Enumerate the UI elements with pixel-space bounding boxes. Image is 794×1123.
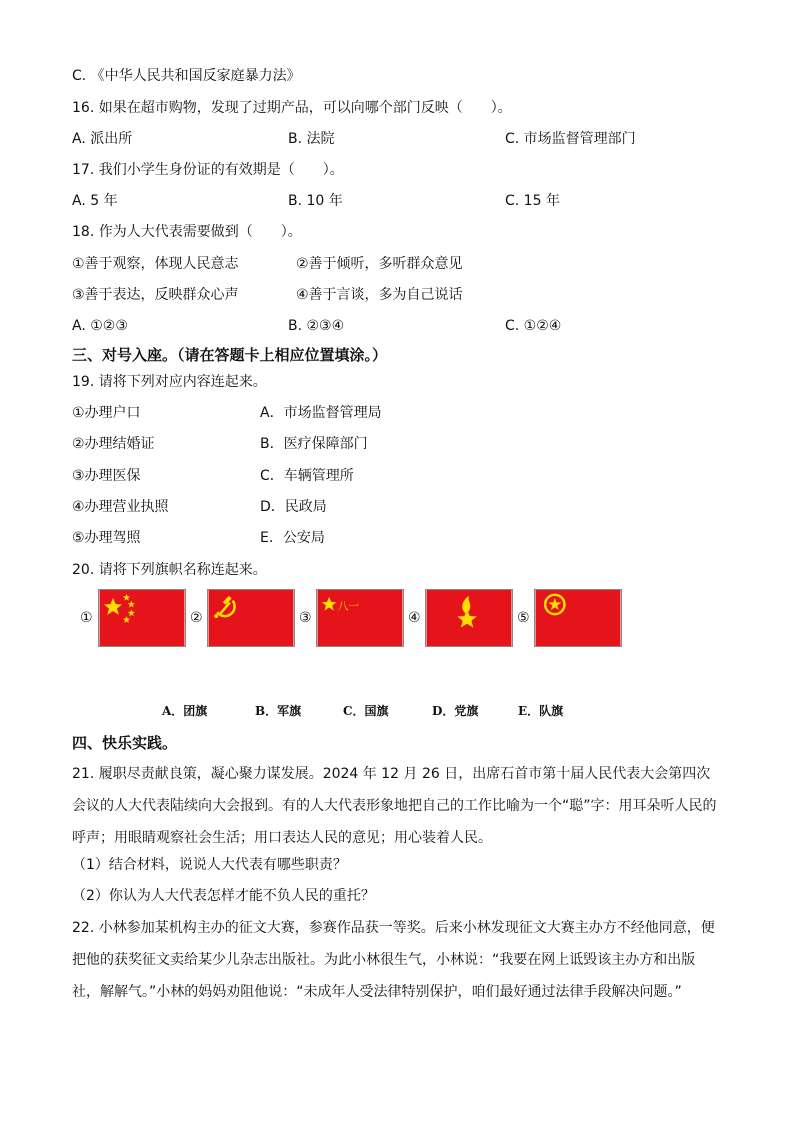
flag-label-d: D．党旗	[432, 704, 479, 718]
q18-option-a: A. ①②③	[72, 318, 128, 334]
flag-label-a: A．团旗	[162, 704, 208, 718]
flag-1-five-star-flag	[98, 589, 186, 647]
flag-label-e: E．队旗	[518, 704, 564, 718]
q21-sub-1: （1）结合材料，说说人大代表有哪些职责？	[72, 857, 347, 873]
flag-3-army-flag	[316, 589, 404, 647]
q17-stem: 17. 我们小学生身份证的有效期是（ ）。	[72, 162, 344, 178]
q15-option-c: C. 《中华人民共和国反家庭暴力法》	[72, 68, 301, 84]
q18-statement-1: ①善于观察，体现人民意志	[72, 256, 239, 272]
q19-left-5: ⑤办理驾照	[72, 530, 141, 546]
q17-option-c: C. 15 年	[505, 193, 560, 209]
q19-left-4: ④办理营业执照	[72, 499, 169, 515]
q19-stem: 19. 请将下列对应内容连起来。	[72, 374, 267, 390]
q17-option-a: A. 5 年	[72, 193, 118, 209]
q19-left-1: ①办理户口	[72, 405, 141, 421]
flag-number-3: ③	[299, 610, 312, 626]
q16-option-b: B. 法院	[288, 131, 335, 147]
q16-stem: 16. 如果在超市购物，发现了过期产品，可以向哪个部门反映（ ）。	[72, 100, 512, 116]
flag-2-party-flag	[207, 589, 295, 647]
q19-left-3: ③办理医保	[72, 468, 141, 484]
flag-4-pioneer-flag	[425, 589, 513, 647]
q18-option-c: C. ①②④	[505, 318, 562, 334]
q21-text: 21. 履职尽责献良策，凝心聚力谋发展。2024 年 12 月 26 日，出席石首市第十届人民代表大会第四次会议的人大代表陆续向大会报到。有的人大代表形象地把自己的工作比喻为一个“聪”字：用耳朵听人民的呼声；用眼睛观察社会生活；用口表达人民的意见；用心装着人民。	[72, 766, 717, 846]
q16-option-a: A. 派出所	[72, 131, 133, 147]
q16-option-c: C. 市场监督管理部门	[505, 131, 636, 147]
q19-right-e: E．公安局	[260, 530, 325, 546]
q21-sub-2: （2）你认为人大代表怎样才能不负人民的重托？	[72, 888, 375, 904]
q17-option-b: B. 10 年	[288, 193, 343, 209]
q19-right-d: D．民政局	[260, 499, 327, 515]
flag-number-5: ⑤	[517, 610, 530, 626]
q18-stem: 18. 作为人大代表需要做到（ ）。	[72, 224, 302, 240]
q19-right-b: B．医疗保障部门	[260, 436, 368, 452]
q20-stem: 20. 请将下列旗帜名称连起来。	[72, 562, 267, 578]
q18-statement-4: ④善于言谈，多为自己说话	[296, 287, 463, 303]
flag-number-1: ①	[80, 610, 93, 626]
q19-right-c: C．车辆管理所	[260, 468, 354, 484]
q18-option-b: B. ②③④	[288, 318, 345, 334]
flag-number-2: ②	[190, 610, 203, 626]
flag-label-c: C．国旗	[343, 704, 389, 718]
flag-number-4: ④	[408, 610, 421, 626]
army-flag-text: 八一	[337, 599, 360, 613]
q18-statement-3: ③善于表达，反映群众心声	[72, 287, 239, 303]
q22-text: 22. 小林参加某机构主办的征文大赛，参赛作品获一等奖。后来小林发现征文大赛主办方不经他同意，便把他的获奖征文卖给某少儿杂志出版社。为此小林很生气，小林说：“我要在网上诋毁该主办方和出版社，解解气。”小林的妈妈劝阻他说：“未成年人受法律特别保护，咱们最好通过法律手段解决问题。”	[72, 920, 715, 1000]
section-4-title: 四、快乐实践。	[72, 734, 178, 752]
flag-5-league-flag	[534, 589, 622, 647]
section-3-title: 三、对号入座。（请在答题卡上相应位置填涂。）	[72, 346, 388, 364]
q18-statement-2: ②善于倾听，多听群众意见	[296, 256, 463, 272]
q19-right-a: A．市场监督管理局	[260, 405, 382, 421]
q19-left-2: ②办理结婚证	[72, 436, 155, 452]
flag-label-b: B．军旗	[255, 704, 302, 718]
